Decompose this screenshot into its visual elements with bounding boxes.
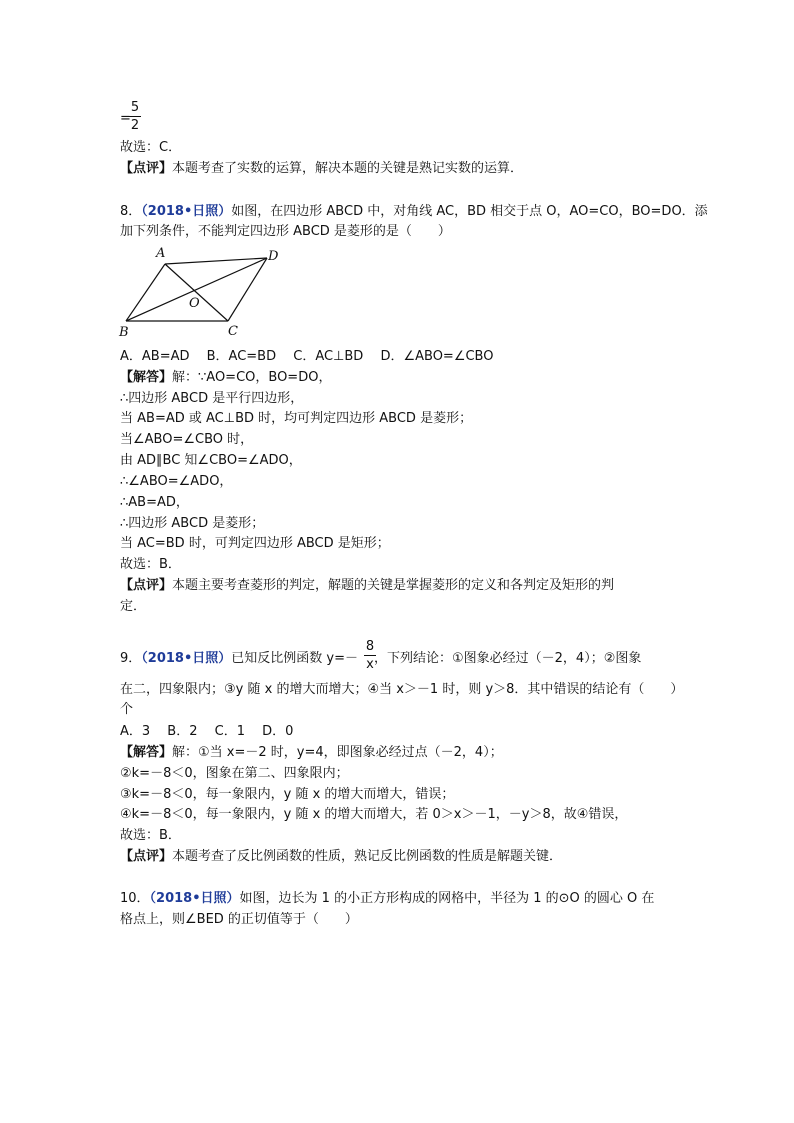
q9-solution-line: 故选：B． bbox=[120, 828, 181, 843]
q8-stem-line1 bbox=[120, 203, 708, 221]
q10-stem-text: 如图，边长为 1 的小正方形构成的网格中，半径为 1 的⊙O 的圆心 O 在 bbox=[239, 891, 655, 906]
q9-stem-line3: 个 bbox=[120, 702, 134, 717]
q8-solution-line: ∴∠ABO=∠ADO， bbox=[120, 474, 233, 489]
q10-source: （2018•日照） bbox=[149, 891, 240, 906]
prev-answer-fraction bbox=[129, 100, 141, 133]
fraction-numerator: 5 bbox=[130, 100, 140, 115]
q8-comment-line1 bbox=[120, 577, 614, 595]
fraction-denominator: x bbox=[366, 657, 374, 672]
fraction-numerator: 8 bbox=[365, 639, 375, 654]
q10-stem-line1 bbox=[120, 890, 654, 908]
label-C: C bbox=[228, 324, 238, 339]
comment-tag: 【点评】 bbox=[120, 578, 173, 593]
q8-solution-line: 由 AD∥BC 知∠CBO=∠ADO， bbox=[120, 453, 302, 468]
q9-solution-line: ②k=－8＜0，图象在第二、四象限内； bbox=[120, 766, 349, 781]
fraction-bar bbox=[364, 655, 376, 656]
side-AD bbox=[165, 258, 267, 264]
q9-options: A．3 B．2 C．1 D．0 bbox=[120, 724, 294, 739]
q9-stem-pre: 已知反比例函数 y=－ bbox=[231, 651, 358, 666]
q9-number: 9． bbox=[120, 651, 142, 666]
q8-parallelogram-figure bbox=[115, 245, 295, 345]
q9-solution-line: ④k=－8＜0，每一象限内，y 随 x 的增大而增大，若 0＞x＞－1，－y＞8，故④错误， bbox=[120, 807, 628, 822]
q8-solution-line: 当 AB=AD 或 AC⊥BD 时，均可判定四边形 ABCD 是菱形； bbox=[120, 411, 473, 426]
label-O: O bbox=[189, 296, 200, 311]
comment-tag: 【点评】 bbox=[120, 161, 173, 176]
q8-stem-line2: 加下列条件，不能判定四边形 ABCD 是菱形的是（ ） bbox=[120, 224, 451, 239]
q9-stem-line1 bbox=[120, 650, 641, 668]
q9-stem-post: ，下列结论：①图象必经过（－2，4）；②图象 bbox=[374, 651, 642, 666]
q9-function-fraction bbox=[364, 639, 376, 672]
label-D: D bbox=[268, 249, 279, 264]
side-DC bbox=[228, 258, 267, 321]
q8-solution-line: ∴AB=AD， bbox=[120, 495, 189, 510]
comment-text: 本题考查了实数的运算，解决本题的关键是熟记实数的运算． bbox=[172, 161, 524, 176]
solution-tag: 【解答】 bbox=[120, 370, 173, 385]
fraction-denominator: 2 bbox=[130, 118, 140, 133]
comment-tag: 【点评】 bbox=[120, 849, 173, 864]
comment-text: 本题考查了反比例函数的性质，熟记反比例函数的性质是解题关键． bbox=[172, 849, 563, 864]
q8-stem-text: 如图，在四边形 ABCD 中，对角线 AC，BD 相交于点 O，AO=CO，BO=DO．添 bbox=[231, 204, 708, 219]
q8-solution-line: ∴四边形 ABCD 是菱形； bbox=[120, 516, 265, 531]
solution-text: 解：①当 x=－2 时，y=4，即图象必经过点（－2，4）； bbox=[172, 745, 503, 760]
q10-number: 10． bbox=[120, 891, 150, 906]
q10-stem-line2: 格点上，则∠BED 的正切值等于（ ） bbox=[120, 912, 358, 927]
q9-solution-line: ③k=－8＜0，每一象限内，y 随 x 的增大而增大，错误； bbox=[120, 787, 455, 802]
q8-source: （2018•日照） bbox=[141, 204, 232, 219]
q9-stem-line2: 在二，四象限内；③y 随 x 的增大而增大；④当 x＞－1 时，则 y＞8．其中错误的结论有（ ） bbox=[120, 682, 684, 697]
label-A: A bbox=[156, 246, 166, 261]
q8-solution-line: 当 AC=BD 时，可判定四边形 ABCD 是矩形； bbox=[120, 536, 390, 551]
prev-answer-choice: 故选：C． bbox=[120, 140, 182, 155]
solution-text: 解：∵AO=CO，BO=DO， bbox=[172, 370, 332, 385]
prev-answer-equals: = bbox=[120, 111, 131, 126]
q8-solution-line: ∴四边形 ABCD 是平行四边形， bbox=[120, 391, 304, 406]
label-B: B bbox=[119, 325, 129, 340]
q9-solution-line bbox=[120, 744, 503, 762]
q9-comment bbox=[120, 848, 562, 866]
fraction-bar bbox=[129, 116, 141, 117]
solution-tag: 【解答】 bbox=[120, 745, 173, 760]
q8-solution-line: 当∠ABO=∠CBO 时， bbox=[120, 432, 254, 447]
q8-solution-line bbox=[120, 369, 331, 387]
prev-comment bbox=[120, 160, 523, 178]
q9-source: （2018•日照） bbox=[141, 651, 232, 666]
diagonal-AC bbox=[165, 264, 228, 321]
q8-comment-line2: 定． bbox=[120, 599, 147, 614]
comment-text: 本题主要考查菱形的判定，解题的关键是掌握菱形的定义和各判定及矩形的判 bbox=[172, 578, 615, 593]
q8-number: 8． bbox=[120, 204, 142, 219]
q8-solution-line: 故选：B． bbox=[120, 557, 181, 572]
q8-options: A．AB=AD B．AC=BD C．AC⊥BD D．∠ABO=∠CBO bbox=[120, 349, 494, 364]
